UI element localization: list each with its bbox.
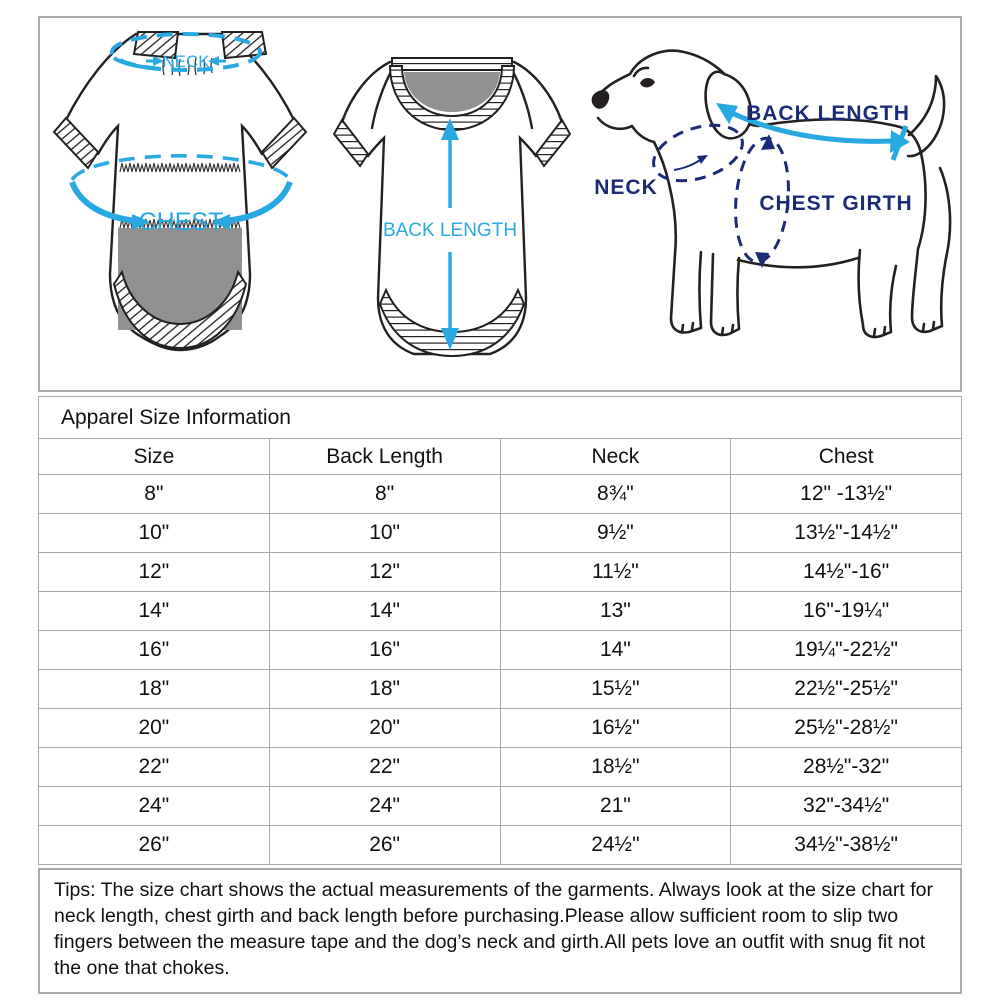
back-length-label: BACK LENGTH [382, 220, 518, 241]
size-cell: 22" [39, 748, 270, 787]
chest-cell: 14½"-16" [731, 553, 962, 592]
chest-cell: 13½"-14½" [731, 514, 962, 553]
back-length-cell: 26" [269, 826, 500, 865]
table-row [39, 475, 962, 514]
table-row [39, 514, 962, 553]
neck-cell: 11½" [500, 553, 731, 592]
back-length-cell: 16" [269, 631, 500, 670]
neck-cell: 13" [500, 592, 731, 631]
chest-label: CHEST [138, 208, 224, 236]
chest-cell: 22½"-25½" [731, 670, 962, 709]
neck-cell: 18½" [500, 748, 731, 787]
neck-cell: 14" [500, 631, 731, 670]
chest-cell: 28½"-32" [731, 748, 962, 787]
column-header-size: Size [39, 439, 270, 475]
table-row [39, 826, 962, 865]
table-row [39, 787, 962, 826]
size-cell: 16" [39, 631, 270, 670]
neck-cell: 21" [500, 787, 731, 826]
size-cell: 26" [39, 826, 270, 865]
chest-cell: 25½"-28½" [731, 709, 962, 748]
neck-label: NECK [162, 52, 210, 71]
column-header-back-length: Back Length [269, 439, 500, 475]
dog-back-length-label: BACK LENGTH [746, 102, 910, 125]
table-title-row [39, 397, 962, 439]
tips-text: Tips: The size chart shows the actual measurements of the garments. Always look at the size chart for neck length, chest girth and back length before purchasing.Please allow sufficient room to slip two fingers between the measure tape and the dog’s neck and girth.All pets love an outfit with snug fit not the one that chokes. [54, 879, 933, 979]
neck-cell: 15½" [500, 670, 731, 709]
size-table [38, 396, 962, 865]
table-row [39, 748, 962, 787]
table-title: Apparel Size Information [39, 397, 962, 439]
garment-front-diagram [332, 50, 572, 370]
chest-cell: 16"-19¼" [731, 592, 962, 631]
size-cell: 14" [39, 592, 270, 631]
chest-cell: 32"-34½" [731, 787, 962, 826]
size-cell: 8" [39, 475, 270, 514]
garment-back-diagram [48, 22, 320, 388]
tips-box [38, 868, 962, 994]
table-row [39, 670, 962, 709]
size-cell: 18" [39, 670, 270, 709]
back-length-cell: 14" [269, 592, 500, 631]
back-length-cell: 10" [269, 514, 500, 553]
chest-cell: 34½"-38½" [731, 826, 962, 865]
column-header-neck: Neck [500, 439, 731, 475]
size-chart-sheet [38, 16, 962, 994]
back-length-cell: 22" [269, 748, 500, 787]
table-row [39, 553, 962, 592]
illustrations-panel [38, 16, 962, 392]
chest-cell: 12" -13½" [731, 475, 962, 514]
size-cell: 10" [39, 514, 270, 553]
back-length-cell: 20" [269, 709, 500, 748]
size-cell: 24" [39, 787, 270, 826]
back-length-cell: 12" [269, 553, 500, 592]
neck-cell: 9½" [500, 514, 731, 553]
neck-cell: 8¾" [500, 475, 731, 514]
back-length-cell: 24" [269, 787, 500, 826]
neck-cell: 16½" [500, 709, 731, 748]
column-header-chest: Chest [731, 439, 962, 475]
table-row [39, 709, 962, 748]
dog-chest-girth-label: CHEST GIRTH [759, 192, 913, 215]
table-header-row [39, 439, 962, 475]
size-cell: 12" [39, 553, 270, 592]
table-row [39, 592, 962, 631]
back-length-cell: 8" [269, 475, 500, 514]
table-row [39, 631, 962, 670]
dog-neck-label: NECK [594, 176, 658, 199]
size-cell: 20" [39, 709, 270, 748]
chest-cell: 19¼"-22½" [731, 631, 962, 670]
neck-cell: 24½" [500, 826, 731, 865]
back-length-cell: 18" [269, 670, 500, 709]
dog-diagram [578, 22, 960, 388]
